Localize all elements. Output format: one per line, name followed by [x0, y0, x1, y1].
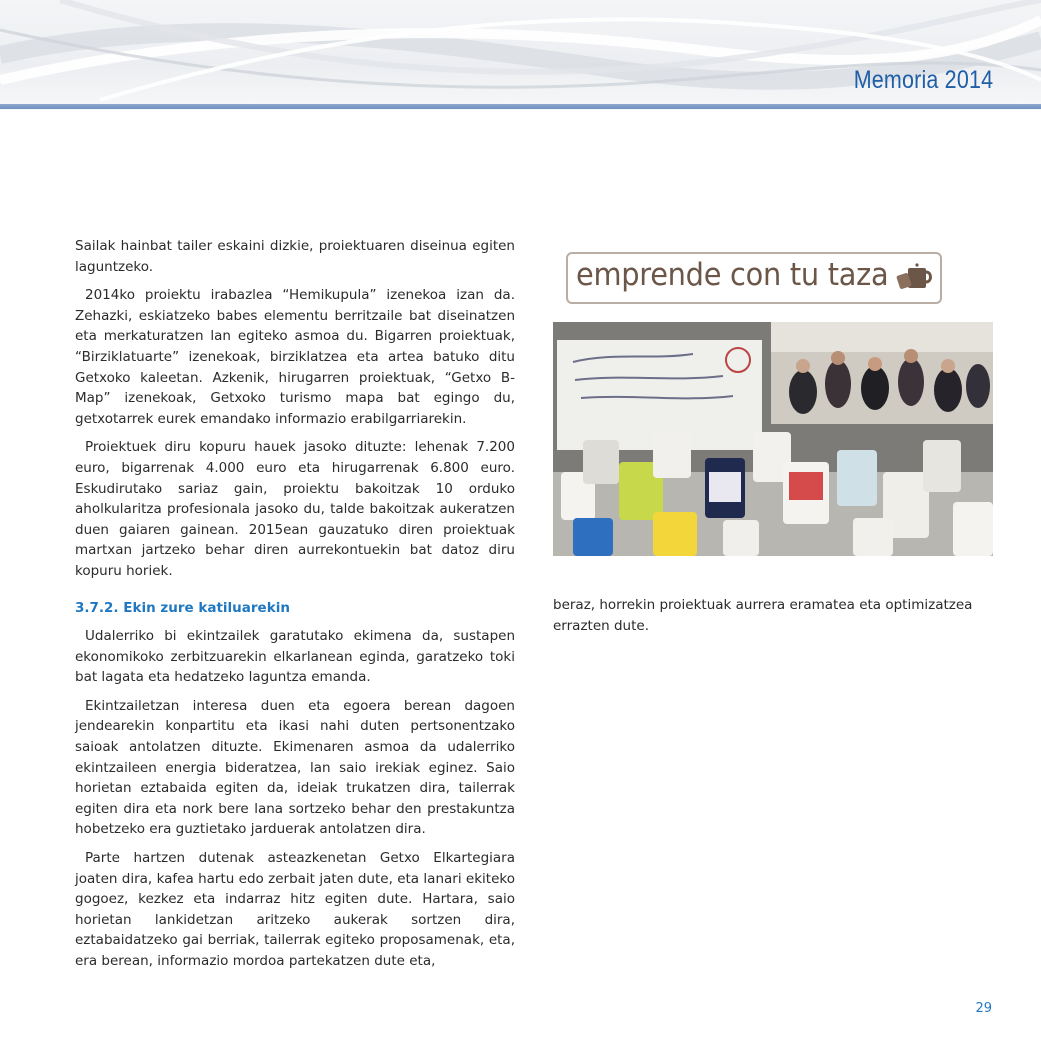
left-column — [75, 236, 515, 980]
right-column — [553, 595, 993, 636]
header-rule — [0, 104, 1041, 109]
page-number: 29 — [975, 1001, 992, 1016]
paragraph: Proiektuek diru kopuru hauek jasoko dituzte: lehenak 7.200 euro, bigarrenak 4.000 euro eta hirugarrenak 6.800 euro. Eskudirutako sariaz gain, proiektu bakoitzak 10 orduko aholkularitza profesionala jasoko du, talde bakoitzak aukeratzen duen gaiaren gainean. 2015ean gauzatuko diren proiektuak martxan jartzeko behar diren aurrekontuekin bat datoz diru kopuru horiek. — [75, 439, 515, 579]
logo-text: emprende con tu taza — [576, 257, 889, 293]
emprende-logo — [566, 252, 942, 304]
paragraph: beraz, horrekin proiektuak aurrera eramatea eta optimizatzea errazten dute. — [553, 597, 973, 634]
paragraph: Udalerriko bi ekintzailek garatutako ekimena da, sustapen ekonomikoko zerbitzuarekin elkarlanean eginda, garatzeko toki bat lagata eta hedatzeko laguntza emanda. — [75, 628, 515, 686]
cup-icon — [896, 262, 932, 296]
paragraph: 2014ko proiektu irabazlea “Hemikupula” izenekoa izan da. Zehazki, eskiatzeko babes elementu berritzaile bat diseinatzen eta merkaturatzen lan egiteko asmoa du. Bigarren proiektuak, “Birziklatuarte” izenekoak, birziklatzea eta artea batuko ditu Getxoko kaleetan. Azkenik, hirugarren proiektuak, “Getxo B-Map” izenekoak, Getxoko turismo mapa bat egingo du, getxotarrek eurek emandako informazio erabilgarriarekin. — [75, 287, 515, 427]
paragraph: Sailak hainbat tailer eskaini dizkie, proiektuaren diseinua egiten laguntzeko. — [75, 238, 515, 275]
paragraph: Parte hartzen dutenak asteazkenetan Getxo Elkartegiara joaten dira, kafea hartu edo zerbait jaten dute, eta lanari ekiteko gogoez, kezkez eta indarraz hitz egiten dute. Hartara, saio horietan lankidetzan aritzeko aukerak sortzen dira, eztabaidatzeko gai berriak, tailerrak egiteko proposamenak, eta, era berean, informazio mordoa partekatzen dute eta, — [75, 850, 515, 969]
header-title: Memoria 2014 — [853, 66, 993, 94]
mugs-photo-illustration — [553, 322, 993, 556]
section-heading: 3.7.2. Ekin zure katiluarekin — [75, 599, 290, 616]
paragraph: Ekintzailetzan interesa duen eta egoera berean dagoen jendearekin konpartitu eta ikasi nahi duten pertsonentzako saioak antolatzen dituzte. Ekimenaren asmoa da udalerriko ekintzaileen energia bideratzea, lan saio irekiak eginez. Saio horietan eztabaida egiten da, ideiak trukatzen dira, tailerrak egiten dira eta nork bere lana sortzeko behar den prestakuntza hobetzeko era guztietako jarduerak antolatzen dira. — [75, 697, 515, 838]
header-band — [0, 0, 1041, 110]
event-photo — [553, 322, 993, 556]
